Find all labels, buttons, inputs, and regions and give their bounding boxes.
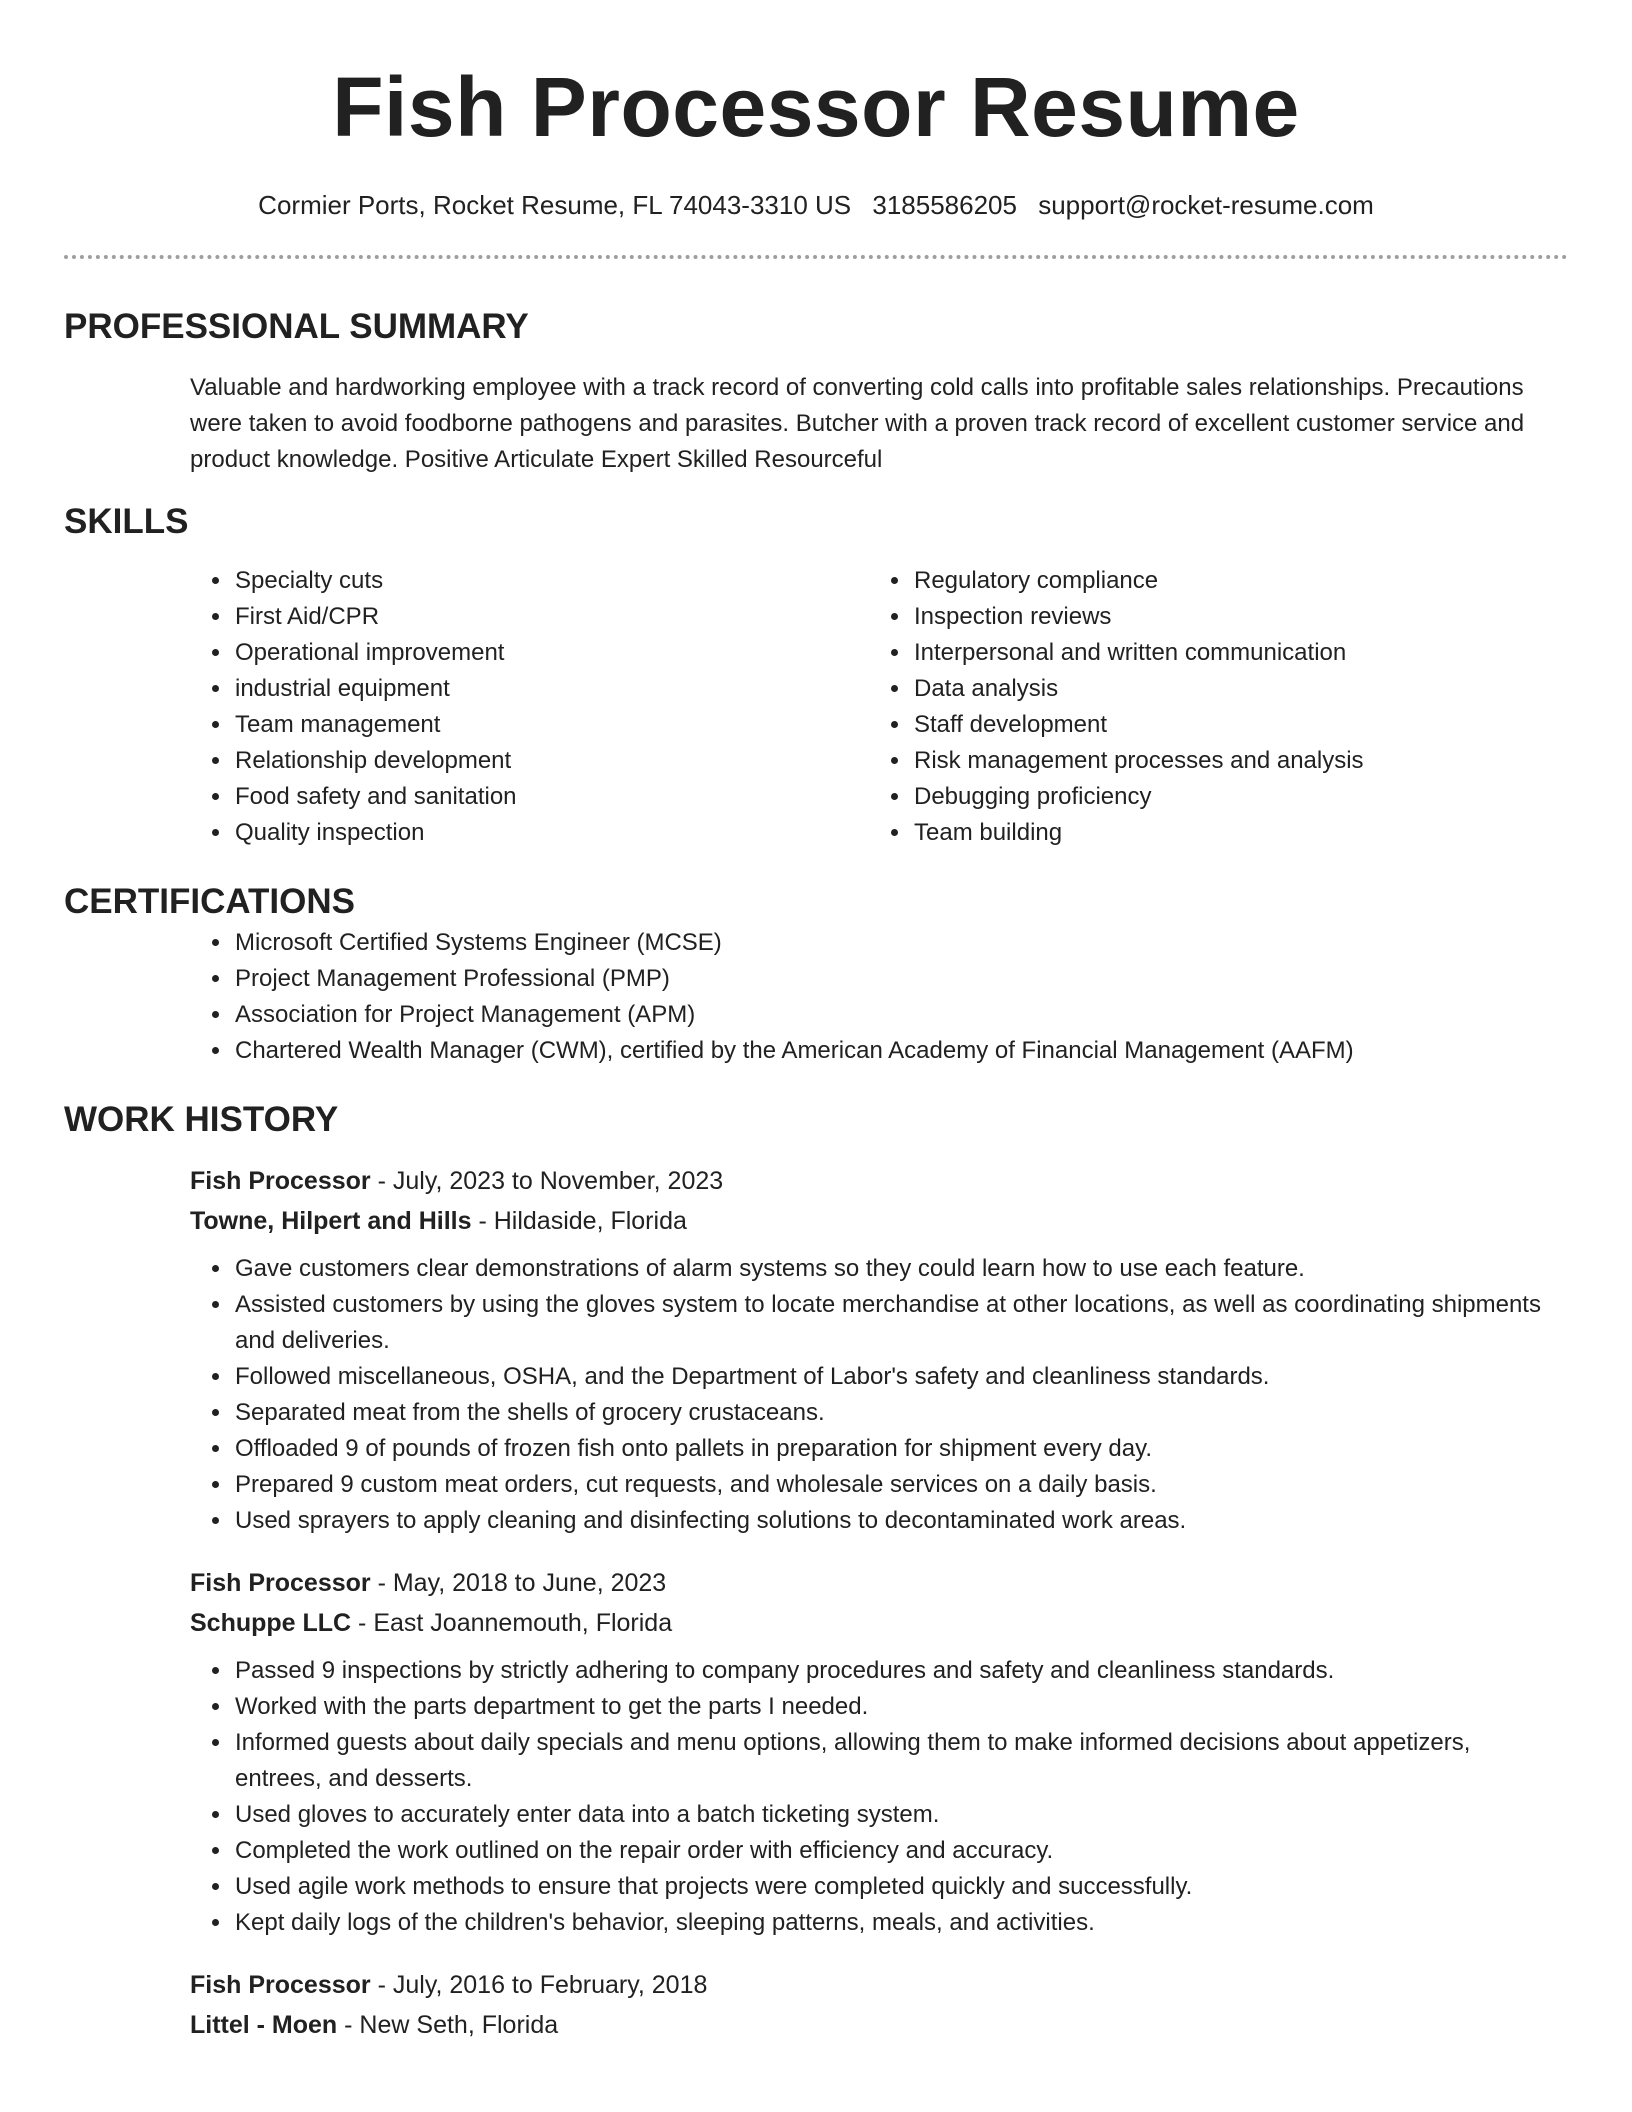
skills-list-right	[744, 563, 1364, 851]
job-dates: - July, 2016 to February, 2018	[370, 1971, 708, 1999]
job-role: Fish Processor	[190, 1569, 371, 1597]
certification-item: • Project Management Professional (PMP)	[233, 961, 1568, 997]
job-duty: • Separated meat from the shells of grocery crustaceans.	[233, 1395, 1563, 1431]
skill-item: • Team management	[233, 707, 744, 743]
job-duty: • Informed guests about daily specials and menu options, allowing them to make informed decisions about appetizers, entrees, and desserts.	[233, 1725, 1563, 1797]
skill-item: • First Aid/CPR	[233, 599, 744, 635]
job-duty: • Assisted customers by using the gloves system to locate merchandise at other locations, as well as coordinating shipments and deliveries.	[233, 1287, 1563, 1359]
resume-title: Fish Processor Resume	[332, 60, 1300, 154]
job-duty: • Used agile work methods to ensure that projects were completed quickly and successfully.	[233, 1869, 1563, 1905]
job-duty: • Worked with the parts department to get the parts I needed.	[233, 1689, 1563, 1725]
skill-item: • Team building	[912, 815, 1364, 851]
certification-item: • Microsoft Certified Systems Engineer (MCSE)	[233, 925, 1568, 961]
job-entry	[190, 1563, 1568, 1941]
job-role-line	[190, 1161, 1568, 1201]
skill-item: • Food safety and sanitation	[233, 779, 744, 815]
job-company-line	[190, 1603, 1568, 1643]
skill-item: • Staff development	[912, 707, 1364, 743]
job-entry	[190, 1161, 1568, 1539]
skills-columns	[64, 563, 1568, 851]
skill-item: • Debugging proficiency	[912, 779, 1364, 815]
job-location: - New Seth, Florida	[337, 2011, 559, 2039]
certifications-heading: CERTIFICATIONS	[64, 882, 356, 921]
job-duty: • Gave customers clear demonstrations of alarm systems so they could learn how to use each feature.	[233, 1251, 1563, 1287]
contact-email: support@rocket-resume.com	[1038, 190, 1374, 220]
skill-item: • Data analysis	[912, 671, 1364, 707]
job-location: - East Joannemouth, Florida	[351, 1609, 673, 1637]
job-entry	[190, 1965, 1568, 2045]
job-duty: • Used gloves to accurately enter data into a batch ticketing system.	[233, 1797, 1563, 1833]
job-company-line	[190, 2005, 1568, 2045]
job-duty: • Completed the work outlined on the repair order with efficiency and accuracy.	[233, 1833, 1563, 1869]
job-company-line	[190, 1201, 1568, 1241]
skills-list-left	[64, 563, 744, 851]
certification-item: • Chartered Wealth Manager (CWM), certified by the American Academy of Financial Management (AAFM)	[233, 1033, 1568, 1069]
job-role-line	[190, 1965, 1568, 2005]
skills-heading: SKILLS	[64, 502, 189, 541]
skill-item: • Operational improvement	[233, 635, 744, 671]
job-role-line	[190, 1563, 1568, 1603]
job-role: Fish Processor	[190, 1971, 371, 1999]
skill-item: • Quality inspection	[233, 815, 744, 851]
job-duty: • Kept daily logs of the children's behavior, sleeping patterns, meals, and activities.	[233, 1905, 1563, 1941]
work-history-heading: WORK HISTORY	[64, 1100, 339, 1139]
skill-item: • Specialty cuts	[233, 563, 744, 599]
job-company: Littel - Moen	[190, 2011, 338, 2039]
skill-item: • industrial equipment	[233, 671, 744, 707]
contact-address: Cormier Ports, Rocket Resume, FL 74043-3310 US	[258, 190, 852, 220]
job-dates: - May, 2018 to June, 2023	[370, 1569, 667, 1597]
contact-line	[64, 188, 1568, 222]
job-dates: - July, 2023 to November, 2023	[370, 1167, 724, 1195]
job-location: - Hildaside, Florida	[471, 1207, 687, 1235]
skill-item: • Interpersonal and written communication	[912, 635, 1364, 671]
contact-phone: 3185586205	[872, 190, 1017, 220]
certification-item: • Association for Project Management (APM)	[233, 997, 1568, 1033]
skill-item: • Relationship development	[233, 743, 744, 779]
job-company: Towne, Hilpert and Hills	[190, 1207, 472, 1235]
job-duties-list	[190, 1251, 1563, 1539]
skill-item: • Risk management processes and analysis	[912, 743, 1364, 779]
job-duty: • Passed 9 inspections by strictly adhering to company procedures and safety and cleanliness standards.	[233, 1653, 1563, 1689]
skill-item: • Inspection reviews	[912, 599, 1364, 635]
job-role: Fish Processor	[190, 1167, 371, 1195]
summary-heading: PROFESSIONAL SUMMARY	[64, 307, 529, 346]
certifications-list	[64, 925, 1568, 1069]
job-duty: • Offloaded 9 of pounds of frozen fish onto pallets in preparation for shipment every day.	[233, 1431, 1563, 1467]
job-company: Schuppe LLC	[190, 1609, 352, 1637]
job-duties-list	[190, 1653, 1563, 1941]
job-duty: • Followed miscellaneous, OSHA, and the Department of Labor's safety and cleanliness standards.	[233, 1359, 1563, 1395]
summary-text: Valuable and hardworking employee with a track record of converting cold calls into profitable sales relationships. Precautions were taken to avoid foodborne pathogens and parasites. Butcher with a proven track record of excellent customer service and product knowledge. Positive Articulate Expert Skilled Resourceful	[190, 374, 1525, 473]
job-duty: • Used sprayers to apply cleaning and disinfecting solutions to decontaminated work areas.	[233, 1503, 1563, 1539]
job-duty: • Prepared 9 custom meat orders, cut requests, and wholesale services on a daily basis.	[233, 1467, 1563, 1503]
skill-item: • Regulatory compliance	[912, 563, 1364, 599]
header-divider	[64, 255, 1568, 259]
